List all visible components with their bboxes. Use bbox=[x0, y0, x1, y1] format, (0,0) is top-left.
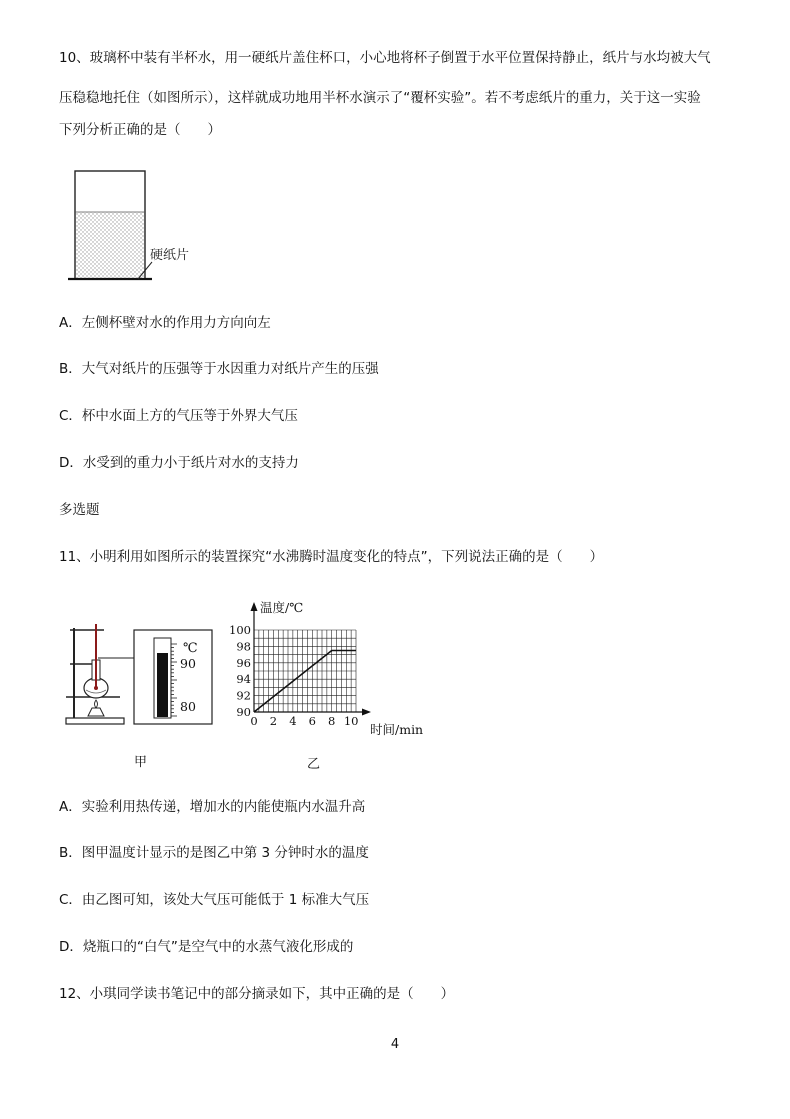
q12-stem: 12、小琪同学读书笔记中的部分摘录如下，其中正确的是（ ） bbox=[59, 986, 455, 1002]
x-tick-label: 10 bbox=[343, 714, 359, 728]
y-tick-label: 98 bbox=[236, 639, 251, 654]
x-axis-arrow bbox=[362, 709, 371, 716]
stand-base bbox=[66, 718, 124, 724]
y-tick-label: 92 bbox=[236, 688, 251, 703]
q10-stem-line-2: 压稳稳地托住（如图所示），这样就成功地用半杯水演示了“覆杯实验”。若不考虑纸片的重力，关于这一实验 bbox=[59, 90, 701, 106]
y-tick-label: 100 bbox=[229, 623, 251, 637]
q11-apparatus-figure bbox=[62, 620, 222, 732]
q11-option-d: D．烧瓶口的“白气”是空气中的水蒸气液化形成的 bbox=[59, 939, 354, 955]
q10-cup-figure bbox=[60, 165, 210, 285]
page-number: 4 bbox=[390, 1037, 400, 1052]
q11-option-a: A．实验利用热传递，增加水的内能使瓶内水温升高 bbox=[59, 799, 366, 815]
thermometer-liquid bbox=[157, 653, 168, 717]
thermometer-mark-80: 80 bbox=[180, 699, 196, 714]
y-tick-label: 90 bbox=[236, 705, 251, 719]
y-tick-label: 94 bbox=[236, 672, 251, 687]
q10-option-b: B．大气对纸片的压强等于水因重力对纸片产生的压强 bbox=[59, 361, 379, 377]
y-axis-arrow bbox=[251, 602, 258, 611]
thermometer-mark-90: 90 bbox=[180, 656, 196, 671]
q10-option-d: D．水受到的重力小于纸片对水的支持力 bbox=[59, 455, 299, 471]
y-tick-label: 96 bbox=[236, 655, 251, 670]
temperature-line bbox=[254, 651, 356, 713]
inverted-cup-diagram bbox=[60, 165, 210, 285]
x-tick-label: 0 bbox=[250, 714, 258, 728]
boiling-apparatus-diagram bbox=[62, 620, 222, 732]
x-tick-label: 6 bbox=[308, 714, 316, 728]
alcohol-lamp bbox=[88, 708, 104, 716]
cardboard-label: 硬纸片 bbox=[150, 248, 190, 263]
q10-option-a: A．左侧杯壁对水的作用力方向向左 bbox=[59, 315, 271, 331]
figure-label-jia: 甲 bbox=[134, 755, 148, 770]
q10-stem-line-3: 下列分析正确的是（ ） bbox=[59, 122, 221, 138]
thermometer-unit: ℃ bbox=[183, 641, 198, 656]
q11-stem: 11、小明利用如图所示的装置探究“水沸腾时温度变化的特点”，下列说法正确的是（ ） bbox=[59, 549, 604, 565]
q11-option-c: C．由乙图可知，该处大气压可能低于 1 标准大气压 bbox=[59, 892, 370, 908]
chart-ylabel: 温度/℃ bbox=[260, 600, 304, 615]
water-region bbox=[75, 212, 145, 278]
q11-temperature-chart bbox=[228, 596, 438, 741]
x-tick-label: 4 bbox=[289, 714, 297, 728]
flame bbox=[95, 700, 98, 708]
q11-option-b: B．图甲温度计显示的是图乙中第 3 分钟时水的温度 bbox=[59, 845, 369, 861]
q10-stem-line-1: 10、玻璃杯中装有半杯水，用一硬纸片盖住杯口，小心地将杯子倒置于水平位置保持静止，纸片与水均被大气 bbox=[59, 50, 711, 66]
section-heading: 多选题 bbox=[59, 502, 100, 518]
q10-option-c: C．杯中水面上方的气压等于外界大气压 bbox=[59, 408, 298, 424]
chart-xlabel: 时间/min bbox=[370, 722, 424, 737]
x-tick-label: 8 bbox=[328, 714, 336, 728]
thermometer-bulb bbox=[94, 686, 98, 690]
figure-label-yi: 乙 bbox=[307, 757, 321, 772]
temperature-time-chart bbox=[228, 596, 438, 741]
x-tick-label: 2 bbox=[269, 714, 278, 728]
chart-series bbox=[254, 651, 356, 713]
